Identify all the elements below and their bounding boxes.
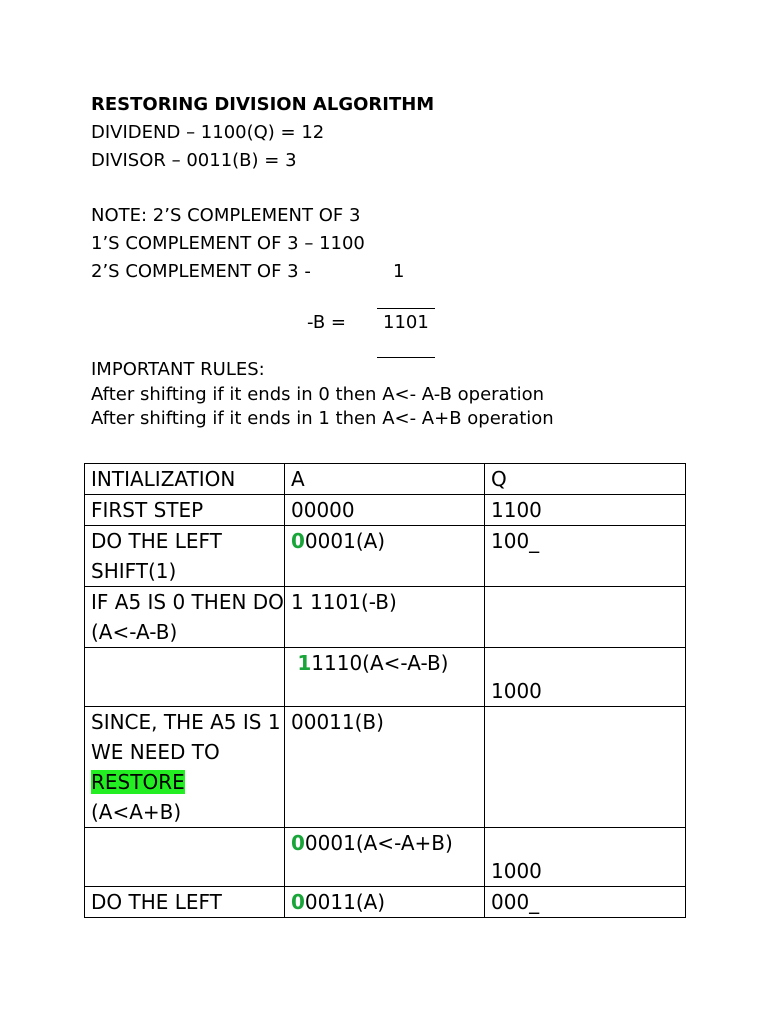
table-row (85, 887, 686, 918)
step-text: SINCE, THE A5 IS 1 WE NEED TO (91, 710, 281, 764)
a-value: 1 1101(-B) (291, 590, 397, 614)
a-value: 0001(A) (304, 529, 386, 553)
header-a: A (285, 464, 485, 495)
table-row (85, 495, 686, 526)
a-cell (285, 648, 485, 707)
a-cell (285, 828, 485, 887)
a-value: 0011(A) (304, 890, 386, 914)
sum-top-bar (377, 308, 435, 309)
table-row (85, 526, 686, 587)
a-cell (285, 526, 485, 587)
dividend-line: DIVIDEND – 1100(Q) = 12 (91, 122, 325, 143)
note-line: NOTE: 2’S COMPLEMENT OF 3 (91, 205, 361, 226)
rule-1: After shifting if it ends in 0 then A<- A-B operation (91, 384, 545, 405)
a-sign-bit: 1 (297, 651, 312, 675)
step-cell: DO THE LEFT SHIFT(1) (85, 526, 285, 587)
a-value: 00011(B) (291, 710, 384, 734)
a-cell (285, 587, 485, 648)
q-value: 1000 (491, 859, 542, 883)
a-cell (285, 495, 485, 526)
neg-b-label: -B = (307, 312, 347, 333)
table-row (85, 707, 686, 828)
sum-bottom-bar (377, 357, 435, 358)
step-cell: IF A5 IS 0 THEN DO (A<-A-B) (85, 587, 285, 648)
header-q: Q (485, 464, 686, 495)
table-row (85, 587, 686, 648)
table-row (85, 828, 686, 887)
a-cell (285, 887, 485, 918)
ones-complement-line: 1’S COMPLEMENT OF 3 – 1100 (91, 233, 365, 254)
step-cell (85, 707, 285, 828)
q-cell (485, 587, 686, 648)
step-cell: FIRST STEP (85, 495, 285, 526)
rule-2: After shifting if it ends in 1 then A<- A+B operation (91, 408, 554, 429)
a-sign-bit: 0 (291, 529, 305, 553)
step-cell: DO THE LEFT (85, 887, 285, 918)
q-value: 1000 (491, 679, 542, 703)
step-text-after: (A<A+B) (91, 800, 182, 824)
neg-b-value: 1101 (383, 312, 429, 333)
q-cell (485, 828, 686, 887)
rules-heading: IMPORTANT RULES: (91, 359, 265, 380)
q-cell: 1100 (485, 495, 686, 526)
q-cell (485, 707, 686, 828)
a-sign-bit: 0 (291, 831, 305, 855)
twos-complement-line: 2’S COMPLEMENT OF 3 - (91, 261, 311, 282)
a-cell (285, 707, 485, 828)
header-step: INTIALIZATION (85, 464, 285, 495)
table-row (85, 648, 686, 707)
step-cell (85, 828, 285, 887)
doc-title: RESTORING DIVISION ALGORITHM (91, 94, 435, 115)
a-value: 1110(A<-A-B) (311, 651, 449, 675)
a-sign-bit: 0 (291, 890, 305, 914)
q-cell: 000_ (485, 887, 686, 918)
a-value: 0001(A<-A+B) (304, 831, 453, 855)
q-cell: 100_ (485, 526, 686, 587)
a-value: 00000 (291, 498, 355, 522)
step-cell (85, 648, 285, 707)
divisor-line: DIVISOR – 0011(B) = 3 (91, 150, 297, 171)
restore-highlight: RESTORE (91, 770, 185, 794)
q-cell (485, 648, 686, 707)
carry-one: 1 (393, 261, 405, 282)
table-header-row (85, 464, 686, 495)
division-steps-table (84, 463, 686, 918)
